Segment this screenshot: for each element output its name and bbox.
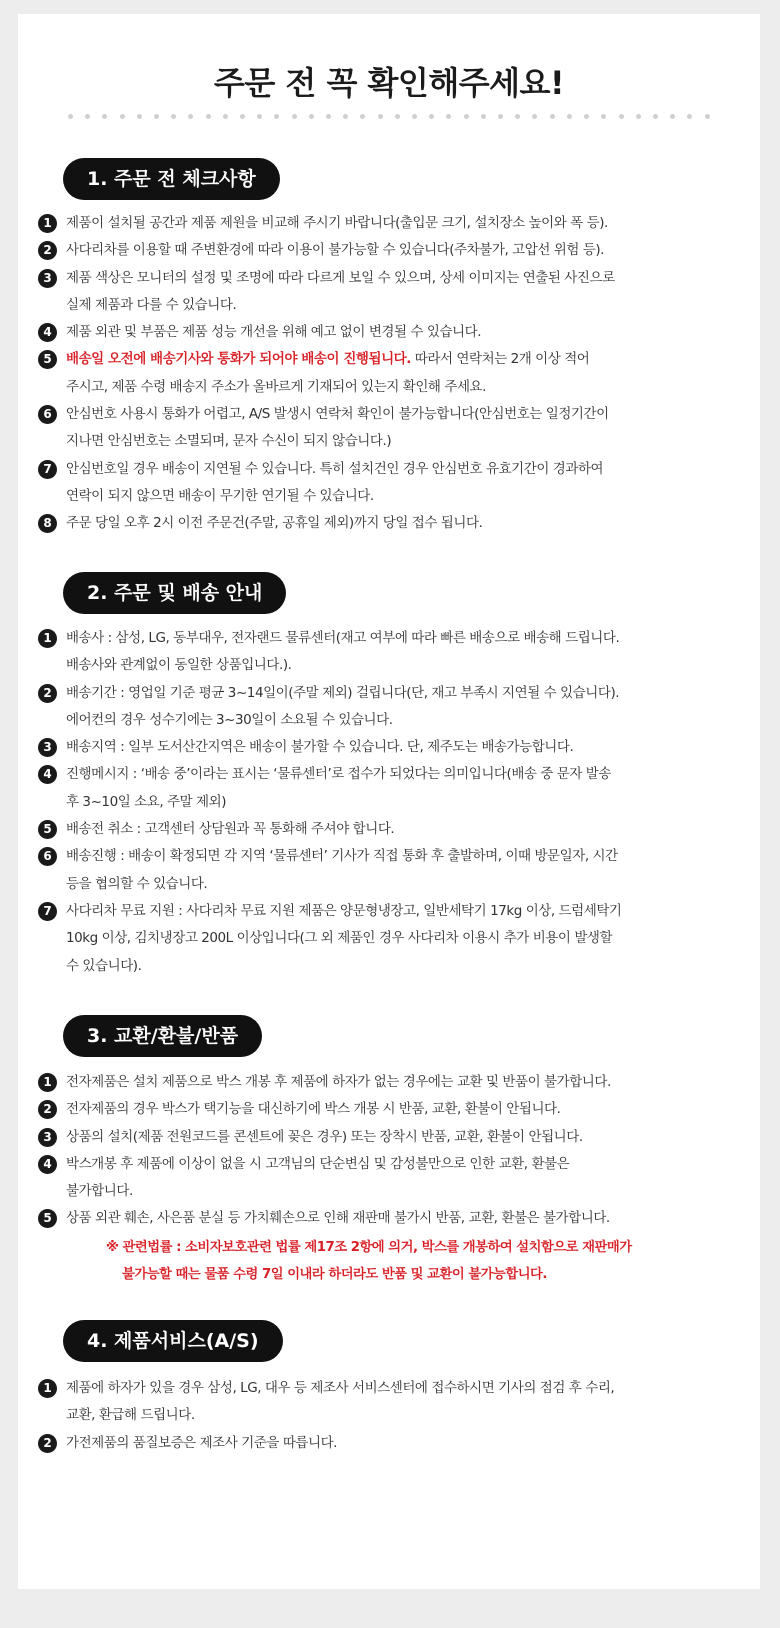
item-text-line: 제품에 하자가 있을 경우 삼성, LG, 대우 등 제조사 서비스센터에 접수하시면 기사의 점검 후 수리,	[66, 1380, 615, 1396]
item-text-line: 전자제품은 설치 제품으로 박스 개봉 후 제품에 하자가 없는 경우에는 교환 및 반품이 불가합니다.	[66, 1074, 611, 1090]
divider-dot	[343, 114, 348, 119]
number-badge-icon: 4	[38, 323, 57, 342]
divider-dot	[619, 114, 624, 119]
item-text-line: 지나면 안심번호는 소멸되며, 문자 수신이 되지 않습니다.)	[66, 433, 392, 450]
item-text-line: 제품이 설치될 공간과 제품 제원을 비교해 주시기 바랍니다(출입문 크기, 설치장소 높이와 폭 등).	[66, 215, 608, 231]
notice-card	[18, 14, 760, 1589]
list-item	[38, 625, 706, 680]
section-exchange-refund	[63, 1015, 743, 1057]
number-badge-icon: 1	[38, 629, 57, 648]
list-item	[38, 734, 706, 761]
divider-dot	[584, 114, 589, 119]
number-badge-icon: 6	[38, 847, 57, 866]
section-product-service	[63, 1320, 743, 1362]
section-heading: 2. 주문 및 배송 안내	[63, 572, 286, 614]
list-item	[38, 265, 706, 320]
list-item	[38, 510, 706, 537]
divider-dot	[206, 114, 211, 119]
divider-dot	[68, 114, 73, 119]
list-item	[38, 1096, 706, 1123]
divider-dot	[378, 114, 383, 119]
item-text-line: 상품의 설치(제품 전원코드를 콘센트에 꽂은 경우) 또는 장착시 반품, 교환, 환불이 안됩니다.	[66, 1128, 583, 1145]
list-item	[38, 1151, 706, 1206]
exchange-refund-list	[38, 1069, 706, 1233]
page-title: 주문 전 꼭 확인해주세요!	[213, 64, 565, 102]
item-text-line: 배송사와 관계없이 동일한 상품입니다.).	[66, 657, 292, 674]
list-item	[38, 816, 706, 843]
item-text-line: 주시고, 제품 수령 배송지 주소가 올바르게 기재되어 있는지 확인해 주세요.	[66, 378, 486, 395]
divider-dot	[292, 114, 297, 119]
section-heading: 1. 주문 전 체크사항	[63, 158, 280, 200]
divider-dot	[515, 114, 520, 119]
divider-dot	[309, 114, 314, 119]
list-item	[38, 1430, 706, 1457]
divider-dot	[498, 114, 503, 119]
item-text-line: 배송진행 : 배송이 확정되면 각 지역 ‘물류센터’ 기사가 직접 통화 후 출발하며, 이때 방문일자, 시간	[66, 848, 618, 865]
number-badge-icon: 2	[38, 1100, 57, 1119]
divider-dot	[567, 114, 572, 119]
item-text-line: 교환, 환급해 드립니다.	[66, 1407, 195, 1424]
divider-dot	[687, 114, 692, 119]
divider-dot	[395, 114, 400, 119]
dotted-divider	[68, 113, 710, 119]
item-text-line: 배송전 취소 : 고객센터 상담원과 꼭 통화해 주셔야 합니다.	[66, 821, 395, 838]
list-item	[38, 346, 706, 401]
divider-dot	[274, 114, 279, 119]
number-badge-icon: 5	[38, 820, 57, 839]
legal-notice-line: ※ 관련법률 : 소비자보호관련 법률 제17조 2항에 의거, 박스를 개봉하여 설치함으로 재판매가	[106, 1240, 632, 1255]
number-badge-icon: 1	[38, 1379, 57, 1398]
section-heading: 3. 교환/환불/반품	[63, 1015, 262, 1057]
number-badge-icon: 3	[38, 1128, 57, 1147]
list-item	[38, 761, 706, 816]
item-text-line: 10kg 이상, 김치냉장고 200L 이상입니다(그 외 제품인 경우 사다리차 이용시 추가 비용이 발생할	[66, 930, 613, 947]
number-badge-icon: 5	[38, 350, 57, 369]
item-text-line: 불가합니다.	[66, 1183, 133, 1200]
highlight-text: 배송일 오전에 배송기사와 통화가 되어야 배송이 진행됩니다.	[66, 351, 411, 368]
divider-dot	[653, 114, 658, 119]
order-check-list	[38, 210, 706, 538]
divider-dot	[636, 114, 641, 119]
divider-dot	[171, 114, 176, 119]
item-text-line: 주문 당일 오후 2시 이전 주문건(주말, 공휴일 제외)까지 당일 접수 됩니다.	[66, 515, 483, 532]
number-badge-icon: 1	[38, 214, 57, 233]
number-badge-icon: 3	[38, 269, 57, 288]
item-text-line: 배송기간 : 영업일 기준 평균 3~14일이(주말 제외) 걸립니다(단, 재고 부족시 지연될 수 있습니다).	[66, 684, 620, 701]
divider-dot	[412, 114, 417, 119]
item-text-line	[66, 346, 706, 373]
item-text-line: 전자제품의 경우 박스가 택기능을 대신하기에 박스 개봉 시 반품, 교환, 환불이 안됩니다.	[66, 1101, 561, 1118]
divider-dot	[464, 114, 469, 119]
number-badge-icon: 6	[38, 405, 57, 424]
section-delivery-info	[63, 572, 743, 614]
item-text-line: 제품 색상은 모니터의 설정 및 조명에 따라 다르게 보일 수 있으며, 상세 이미지는 연출된 사진으로	[66, 269, 615, 286]
item-text-line: 등을 협의할 수 있습니다.	[66, 875, 208, 892]
legal-notice-line: 불가능할 때는 물품 수령 7일 이내라 하더라도 반품 및 교환이 불가능합니다.	[122, 1267, 547, 1283]
list-item	[38, 1069, 706, 1096]
number-badge-icon: 7	[38, 460, 57, 479]
divider-dot	[446, 114, 451, 119]
list-item	[38, 401, 706, 456]
item-text: 따라서 연락처는 2개 이상 적어	[410, 351, 590, 368]
divider-dot	[102, 114, 107, 119]
divider-dot	[223, 114, 228, 119]
number-badge-icon: 4	[38, 765, 57, 784]
number-badge-icon: 4	[38, 1155, 57, 1174]
delivery-info-list	[38, 625, 706, 980]
number-badge-icon: 3	[38, 738, 57, 757]
item-text-line: 가전제품의 품질보증은 제조사 기준을 따릅니다.	[66, 1434, 338, 1451]
item-text-line: 배송지역 : 일부 도서산간지역은 배송이 불가할 수 있습니다. 단, 제주도는 배송가능합니다.	[66, 739, 574, 756]
divider-dot	[240, 114, 245, 119]
divider-dot	[137, 114, 142, 119]
list-item	[38, 1124, 706, 1151]
item-text-line: 수 있습니다).	[66, 957, 142, 974]
divider-dot	[326, 114, 331, 119]
number-badge-icon: 2	[38, 1434, 57, 1453]
number-badge-icon: 8	[38, 514, 57, 533]
divider-dot	[705, 114, 710, 119]
divider-dot	[85, 114, 90, 119]
divider-dot	[670, 114, 675, 119]
list-item	[38, 898, 706, 980]
list-item	[38, 1375, 706, 1430]
item-text-line: 진행메시지 : ‘배송 중’이라는 표시는 ‘물류센터’로 접수가 되었다는 의미입니다(배송 중 문자 발송	[66, 766, 611, 783]
item-text-line: 안심번호 사용시 통화가 어렵고, A/S 발생시 연락처 확인이 불가능합니다(안심번호는 일정기간이	[66, 406, 609, 423]
number-badge-icon: 7	[38, 902, 57, 921]
divider-dot	[532, 114, 537, 119]
divider-dot	[601, 114, 606, 119]
list-item	[38, 210, 706, 237]
divider-dot	[257, 114, 262, 119]
item-text-line: 상품 외관 훼손, 사은품 분실 등 가치훼손으로 인해 재판매 불가시 반품, 교환, 환불은 불가합니다.	[66, 1210, 610, 1227]
divider-dot	[154, 114, 159, 119]
number-badge-icon: 2	[38, 684, 57, 703]
item-text-line: 후 3~10일 소요, 주말 제외)	[66, 793, 227, 810]
product-service-list	[38, 1375, 706, 1457]
list-item	[38, 319, 706, 346]
item-text-line: 연락이 되지 않으면 배송이 무기한 연기될 수 있습니다.	[66, 487, 374, 504]
item-text-line: 실제 제품과 다를 수 있습니다.	[66, 296, 237, 313]
divider-dot	[429, 114, 434, 119]
list-item	[38, 237, 706, 264]
list-item	[38, 843, 706, 898]
divider-dot	[120, 114, 125, 119]
divider-dot	[188, 114, 193, 119]
item-text-line: 박스개봉 후 제품에 이상이 없을 시 고객님의 단순변심 및 감성불만으로 인한 교환, 환불은	[66, 1155, 570, 1172]
list-item	[38, 1205, 706, 1232]
section-order-check	[63, 158, 743, 200]
item-text-line: 사다리차 무료 지원 : 사다리차 무료 지원 제품은 양문형냉장고, 일반세탁기 17kg 이상, 드럼세탁기	[66, 902, 622, 919]
item-text-line: 안심번호일 경우 배송이 지연될 수 있습니다. 특히 설치건인 경우 안심번호 유효기간이 경과하여	[66, 460, 604, 477]
item-text-line: 제품 외관 및 부품은 제품 성능 개선을 위해 예고 없이 변경될 수 있습니다.	[66, 324, 482, 341]
list-item	[38, 680, 706, 735]
divider-dot	[481, 114, 486, 119]
divider-dot	[360, 114, 365, 119]
number-badge-icon: 5	[38, 1209, 57, 1228]
list-item	[38, 456, 706, 511]
section-heading: 4. 제품서비스(A/S)	[63, 1320, 283, 1362]
legal-notice	[106, 1234, 726, 1289]
divider-dot	[550, 114, 555, 119]
item-text-line: 배송사 : 삼성, LG, 동부대우, 전자랜드 물류센터(재고 여부에 따라 빠른 배송으로 배송해 드립니다.	[66, 630, 620, 646]
number-badge-icon: 1	[38, 1073, 57, 1092]
number-badge-icon: 2	[38, 241, 57, 260]
item-text-line: 에어컨의 경우 성수기에는 3~30일이 소요될 수 있습니다.	[66, 711, 393, 728]
item-text-line: 사다리차를 이용할 때 주변환경에 따라 이용이 불가능할 수 있습니다(주차불가, 고압선 위험 등).	[66, 242, 605, 259]
